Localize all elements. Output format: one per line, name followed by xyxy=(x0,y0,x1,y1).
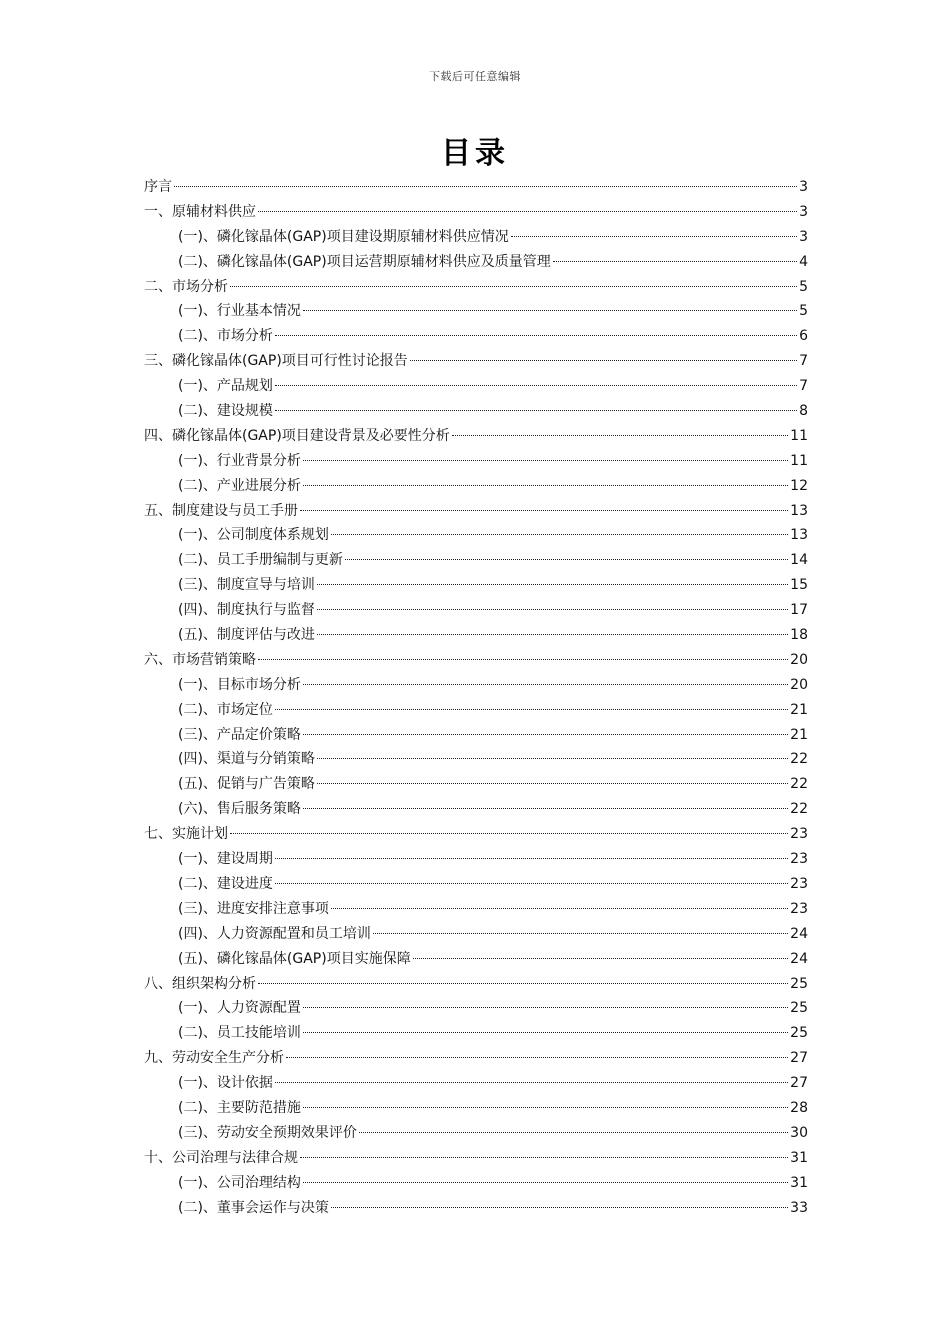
toc-title: 目录 xyxy=(441,136,509,171)
toc-page-number: 23 xyxy=(790,900,808,917)
toc-entry-text: (二)、员工技能培训 xyxy=(178,1025,301,1042)
dot-leader xyxy=(303,1032,788,1033)
toc-entry-text: (二)、市场定位 xyxy=(178,701,273,718)
toc-subentry[interactable] xyxy=(144,1121,808,1146)
dot-leader xyxy=(553,261,797,262)
toc-entry[interactable] xyxy=(144,822,808,847)
dot-leader xyxy=(331,908,788,909)
toc-entry-text: (二)、主要防范措施 xyxy=(178,1099,301,1116)
toc-entry-text: 一、原辅材料供应 xyxy=(144,203,256,220)
dot-leader xyxy=(317,758,788,759)
toc-entry-text: (一)、设计依据 xyxy=(178,1075,273,1092)
toc-page-number: 14 xyxy=(790,552,808,569)
toc-page-number: 23 xyxy=(790,826,808,843)
toc-subentry[interactable] xyxy=(144,324,808,349)
toc-page-number: 21 xyxy=(790,701,808,718)
toc-page-number: 5 xyxy=(799,278,808,295)
toc-entry-text: (五)、制度评估与改进 xyxy=(178,627,315,644)
toc-subentry[interactable] xyxy=(144,673,808,698)
toc-entry-text: (四)、人力资源配置和员工培训 xyxy=(178,925,371,942)
toc-entry[interactable] xyxy=(144,1146,808,1171)
toc-entry-text: (二)、员工手册编制与更新 xyxy=(178,552,343,569)
toc-entry-text: (一)、行业背景分析 xyxy=(178,452,301,469)
toc-page-number: 20 xyxy=(790,651,808,668)
toc-page-number: 11 xyxy=(790,427,808,444)
toc-page-number: 15 xyxy=(790,577,808,594)
toc-subentry[interactable] xyxy=(144,1021,808,1046)
toc-page-number: 4 xyxy=(799,253,808,270)
toc-entry-text: 六、市场营销策略 xyxy=(144,651,256,668)
dot-leader xyxy=(300,510,788,511)
toc-subentry[interactable] xyxy=(144,747,808,772)
toc-subentry[interactable] xyxy=(144,1071,808,1096)
toc-entry[interactable] xyxy=(144,424,808,449)
toc-subentry[interactable] xyxy=(144,698,808,723)
toc-entry[interactable] xyxy=(144,972,808,997)
dot-leader xyxy=(303,684,788,685)
toc-subentry[interactable] xyxy=(144,399,808,424)
toc-entry-text: (二)、建设进度 xyxy=(178,875,273,892)
toc-page-number: 13 xyxy=(790,502,808,519)
dot-leader xyxy=(303,1007,788,1008)
toc-entry-text: (三)、制度宣导与培训 xyxy=(178,577,315,594)
toc-entry-text: (一)、公司制度体系规划 xyxy=(178,527,329,544)
dot-leader xyxy=(373,933,788,934)
toc-page-number: 7 xyxy=(799,353,808,370)
toc-entry[interactable] xyxy=(144,648,808,673)
toc-entry-text: 十、公司治理与法律合规 xyxy=(144,1149,298,1166)
dot-leader xyxy=(275,335,797,336)
toc-subentry[interactable] xyxy=(144,1196,808,1221)
toc-page-number: 31 xyxy=(790,1149,808,1166)
dot-leader xyxy=(345,559,788,560)
toc-page-number: 7 xyxy=(799,378,808,395)
toc-entry-text: (二)、董事会运作与决策 xyxy=(178,1199,329,1216)
toc-entry-text: (一)、产品规划 xyxy=(178,378,273,395)
toc-page-number: 22 xyxy=(790,751,808,768)
toc-page-number: 25 xyxy=(790,1025,808,1042)
dot-leader xyxy=(359,1132,788,1133)
toc-entry-text: 序言 xyxy=(144,179,172,195)
toc-entry-text: (四)、制度执行与监督 xyxy=(178,602,315,619)
toc-page-number: 25 xyxy=(790,1000,808,1017)
toc-entry-text: (二)、产业进展分析 xyxy=(178,477,301,494)
toc-page-number: 25 xyxy=(790,975,808,992)
toc-page-number: 31 xyxy=(790,1174,808,1191)
toc-entry-text: 九、劳动安全生产分析 xyxy=(144,1050,284,1067)
toc-subentry[interactable] xyxy=(144,723,808,748)
dot-leader xyxy=(317,783,788,784)
toc-entry[interactable] xyxy=(144,349,808,374)
dot-leader xyxy=(410,360,797,361)
toc-entry-text: 二、市场分析 xyxy=(144,278,228,295)
dot-leader xyxy=(230,286,797,287)
toc-entry-text: (五)、促销与广告策略 xyxy=(178,776,315,793)
dot-leader xyxy=(275,385,797,386)
dot-leader xyxy=(275,883,788,884)
dot-leader xyxy=(258,983,788,984)
dot-leader xyxy=(275,858,788,859)
toc-entry-text: (一)、建设周期 xyxy=(178,851,273,868)
toc-entry-text: (三)、劳动安全预期效果评价 xyxy=(178,1124,357,1141)
toc-subentry[interactable] xyxy=(144,772,808,797)
toc-page-number: 24 xyxy=(790,925,808,942)
toc-subentry[interactable] xyxy=(144,797,808,822)
toc-entry[interactable] xyxy=(144,1046,808,1071)
toc-subentry[interactable] xyxy=(144,1096,808,1121)
toc-page-number: 24 xyxy=(790,950,808,967)
dot-leader xyxy=(275,709,788,710)
toc-page-number: 21 xyxy=(790,726,808,743)
toc-page-number: 20 xyxy=(790,676,808,693)
dot-leader xyxy=(413,958,788,959)
toc-subentry[interactable] xyxy=(144,548,808,573)
toc-subentry[interactable] xyxy=(144,1171,808,1196)
toc-subentry[interactable] xyxy=(144,573,808,598)
dot-leader xyxy=(303,734,788,735)
dot-leader xyxy=(331,1207,788,1208)
toc-subentry[interactable] xyxy=(144,947,808,972)
toc-entry-text: (六)、售后服务策略 xyxy=(178,801,301,818)
toc-entry[interactable] xyxy=(144,200,808,225)
page-header-note: 下载后可任意编辑 xyxy=(429,70,521,83)
dot-leader xyxy=(258,659,788,660)
toc-page-number: 17 xyxy=(790,602,808,619)
toc-page-number: 22 xyxy=(790,801,808,818)
toc-page-number: 28 xyxy=(790,1099,808,1116)
toc-entry-text: (一)、行业基本情况 xyxy=(178,303,301,320)
toc-entry-text: 八、组织架构分析 xyxy=(144,975,256,992)
toc-entry-text: 三、磷化镓晶体(GAP)项目可行性讨论报告 xyxy=(144,353,408,370)
toc-subentry[interactable] xyxy=(144,250,808,275)
toc-entry-text: (二)、建设规模 xyxy=(178,403,273,420)
toc-entry[interactable] xyxy=(144,499,808,524)
toc-page-number: 3 xyxy=(799,203,808,220)
toc-entry-text: 四、磷化镓晶体(GAP)项目建设背景及必要性分析 xyxy=(144,427,450,444)
toc-page-number: 3 xyxy=(799,179,808,195)
toc-subentry[interactable] xyxy=(144,523,808,548)
toc-page-number: 6 xyxy=(799,328,808,345)
dot-leader xyxy=(300,1157,788,1158)
dot-leader xyxy=(452,435,788,436)
toc-entry-text: (三)、进度安排注意事项 xyxy=(178,900,329,917)
toc-entry-text: (二)、磷化镓晶体(GAP)项目运营期原辅材料供应及质量管理 xyxy=(178,253,551,270)
toc-subentry[interactable] xyxy=(144,872,808,897)
dot-leader xyxy=(303,1182,788,1183)
toc-entry-text: (一)、公司治理结构 xyxy=(178,1174,301,1191)
toc-page-number: 27 xyxy=(790,1050,808,1067)
toc-entry-text: 五、制度建设与员工手册 xyxy=(144,502,298,519)
toc-subentry[interactable] xyxy=(144,299,808,324)
toc-subentry[interactable] xyxy=(144,847,808,872)
toc-page-number: 27 xyxy=(790,1075,808,1092)
toc-subentry[interactable] xyxy=(144,623,808,648)
toc-page-number: 12 xyxy=(790,477,808,494)
dot-leader xyxy=(317,584,788,585)
toc-subentry[interactable] xyxy=(144,374,808,399)
toc-page-number: 22 xyxy=(790,776,808,793)
dot-leader xyxy=(303,460,788,461)
dot-leader xyxy=(275,410,797,411)
toc-entry[interactable] xyxy=(144,275,808,300)
toc-subentry[interactable] xyxy=(144,449,808,474)
dot-leader xyxy=(331,534,788,535)
dot-leader xyxy=(258,211,797,212)
dot-leader xyxy=(303,1107,788,1108)
toc-entry[interactable] xyxy=(144,175,808,200)
dot-leader xyxy=(303,310,797,311)
table-of-contents xyxy=(144,175,808,1220)
toc-subentry[interactable] xyxy=(144,225,808,250)
toc-subentry[interactable] xyxy=(144,474,808,499)
toc-entry-text: (一)、人力资源配置 xyxy=(178,1000,301,1017)
toc-entry-text: (一)、磷化镓晶体(GAP)项目建设期原辅材料供应情况 xyxy=(178,228,509,245)
toc-entry-text: (四)、渠道与分销策略 xyxy=(178,751,315,768)
toc-subentry[interactable] xyxy=(144,996,808,1021)
toc-page-number: 3 xyxy=(799,228,808,245)
dot-leader xyxy=(511,236,797,237)
toc-subentry[interactable] xyxy=(144,897,808,922)
toc-entry-text: 七、实施计划 xyxy=(144,826,228,843)
toc-page-number: 30 xyxy=(790,1124,808,1141)
toc-entry-text: (三)、产品定价策略 xyxy=(178,726,301,743)
toc-page-number: 13 xyxy=(790,527,808,544)
toc-page-number: 5 xyxy=(799,303,808,320)
dot-leader xyxy=(230,833,788,834)
dot-leader xyxy=(317,609,788,610)
toc-entry-text: (二)、市场分析 xyxy=(178,328,273,345)
toc-subentry[interactable] xyxy=(144,922,808,947)
toc-entry-text: (一)、目标市场分析 xyxy=(178,676,301,693)
toc-page-number: 33 xyxy=(790,1199,808,1216)
toc-page-number: 11 xyxy=(790,452,808,469)
dot-leader xyxy=(317,634,788,635)
dot-leader xyxy=(275,1082,788,1083)
dot-leader xyxy=(303,485,788,486)
toc-subentry[interactable] xyxy=(144,598,808,623)
toc-page-number: 23 xyxy=(790,875,808,892)
dot-leader xyxy=(174,186,797,187)
dot-leader xyxy=(303,808,788,809)
dot-leader xyxy=(286,1057,788,1058)
toc-entry-text: (五)、磷化镓晶体(GAP)项目实施保障 xyxy=(178,950,411,967)
toc-page-number: 8 xyxy=(799,403,808,420)
toc-page-number: 18 xyxy=(790,627,808,644)
toc-page-number: 23 xyxy=(790,851,808,868)
